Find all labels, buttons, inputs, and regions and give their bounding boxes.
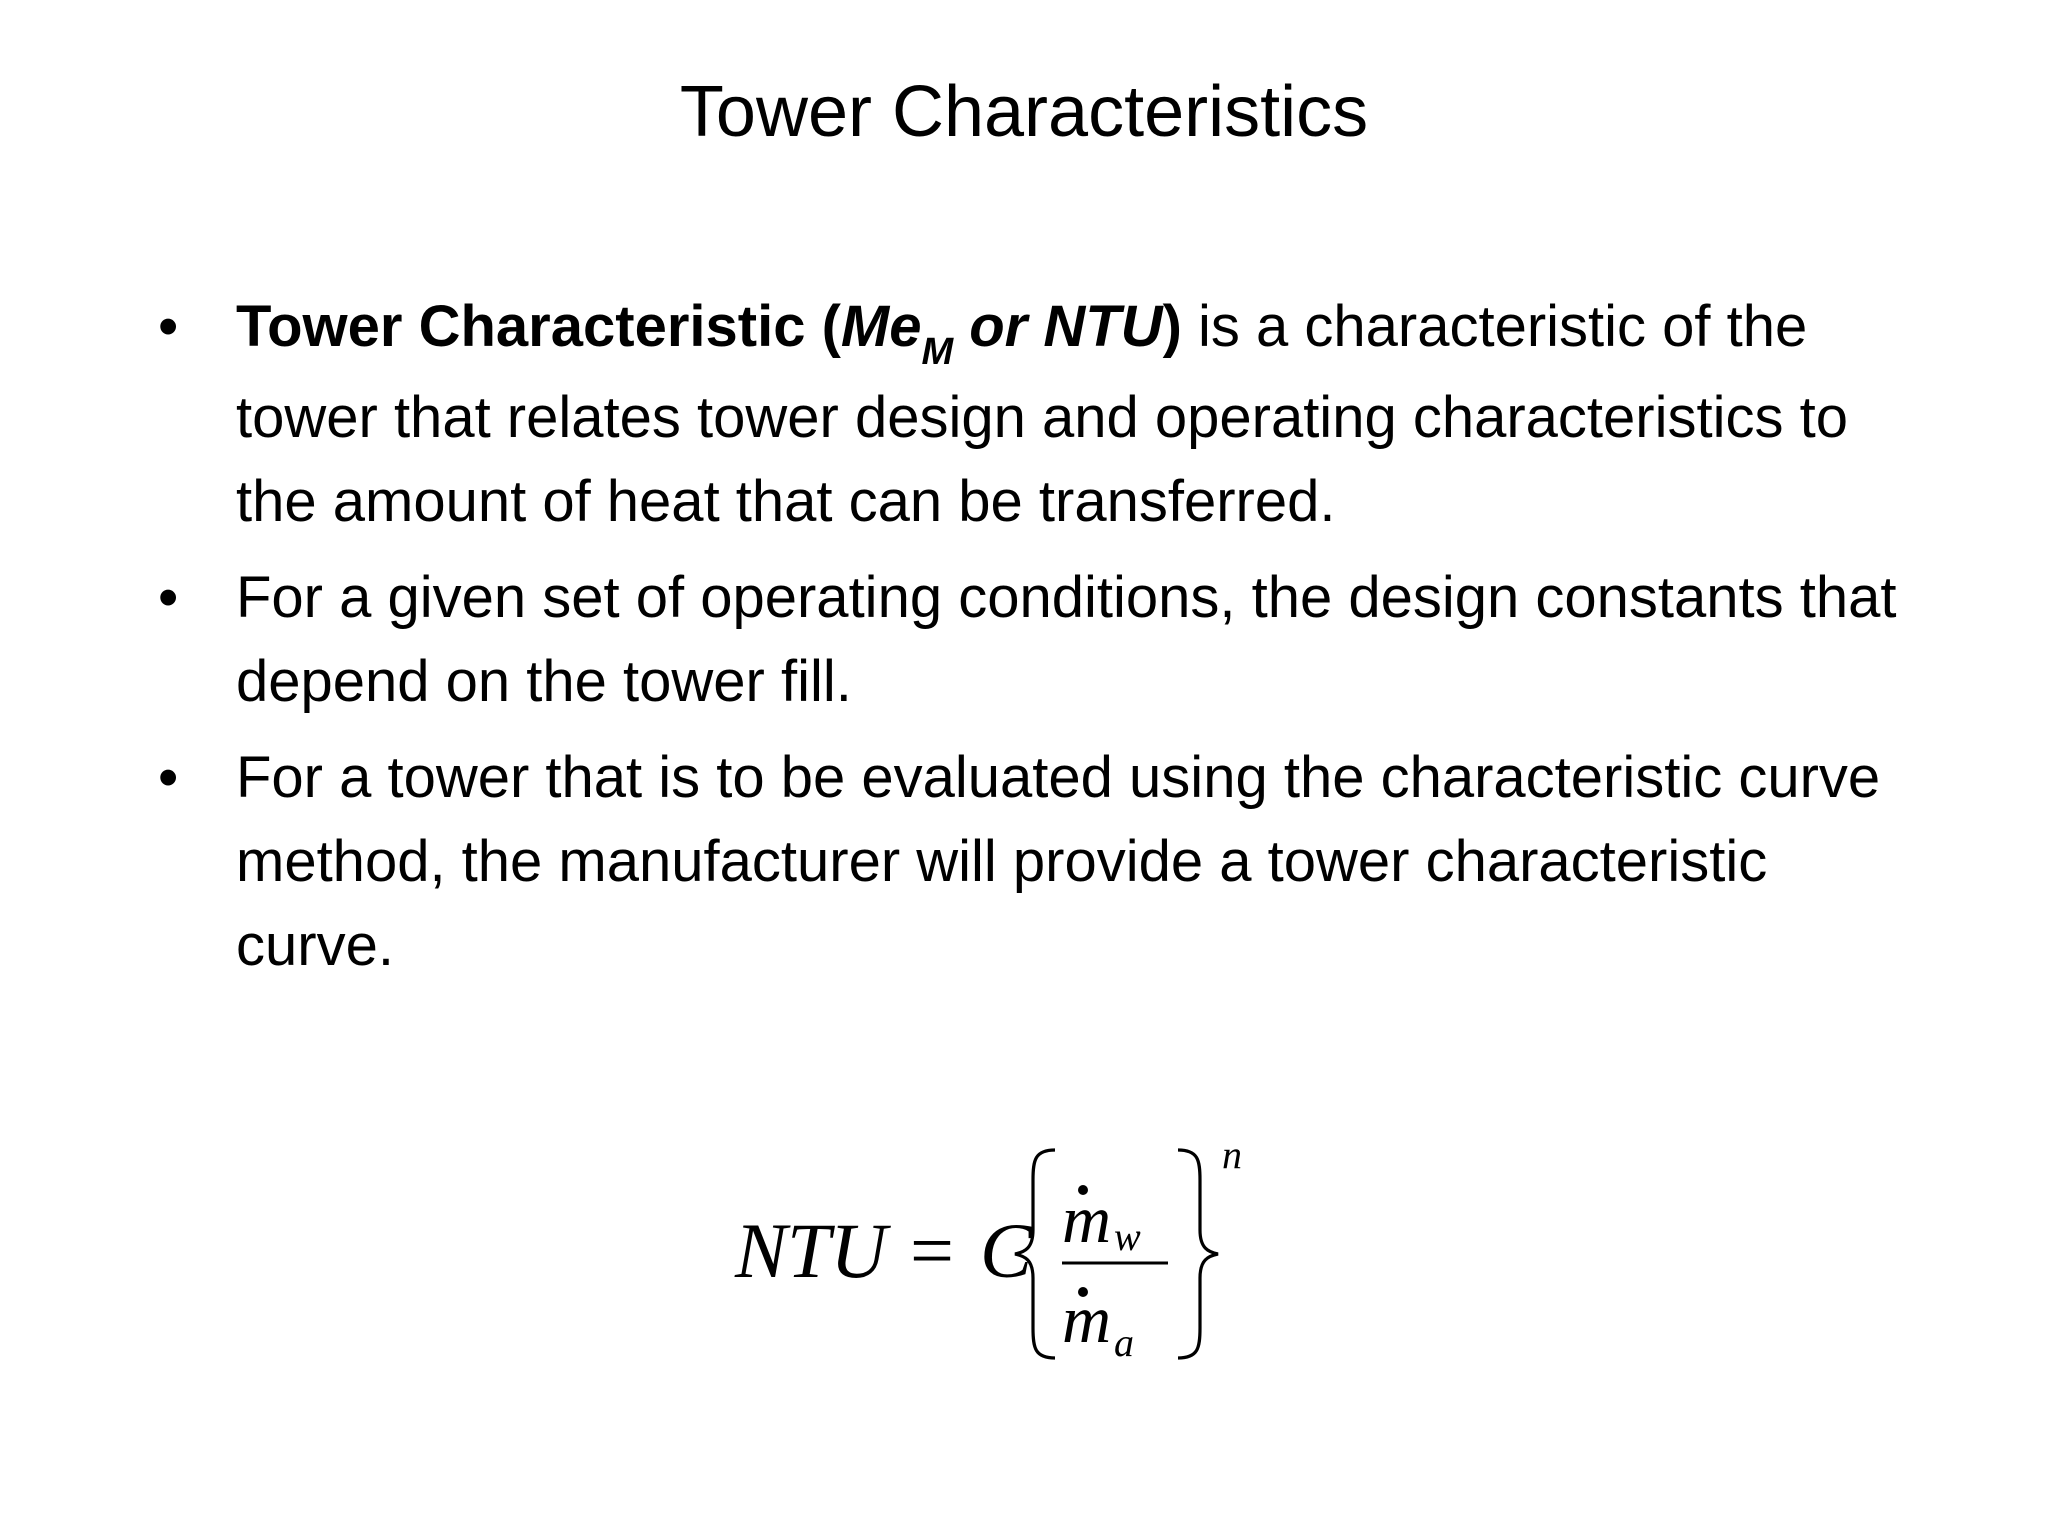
bullet-1-symbol-subscript: M xyxy=(921,331,954,373)
bullet-marker: • xyxy=(158,565,179,630)
bullet-item-1 xyxy=(0,285,2048,544)
bullet-item-3 xyxy=(0,736,2048,988)
bullet-marker: • xyxy=(158,294,179,359)
bullet-1-bold-close: ) xyxy=(1162,294,1182,359)
bullet-marker: • xyxy=(158,745,179,810)
formula-svg xyxy=(700,1120,1340,1390)
bullet-1-symbol-rest: or NTU xyxy=(953,294,1163,359)
bullet-list xyxy=(0,285,2048,1000)
formula-denominator-subscript: a xyxy=(1114,1320,1134,1365)
bullet-3-text: For a tower that is to be evaluated using the characteristic curve method, the manufacturer will provide a tower characteristic curve. xyxy=(236,745,1881,978)
bullet-1-symbol: Me xyxy=(840,294,922,359)
left-brace xyxy=(1015,1150,1055,1358)
formula-denominator-symbol: m xyxy=(1062,1281,1112,1357)
formula-equals: = xyxy=(910,1207,954,1294)
formula-numerator-symbol: m xyxy=(1062,1181,1112,1257)
bullet-2-text: For a given set of operating conditions, the design constants that depend on the tower fill. xyxy=(236,565,1897,714)
right-brace xyxy=(1178,1150,1218,1358)
formula-exponent: n xyxy=(1222,1132,1242,1177)
bullet-item-2 xyxy=(0,556,2048,724)
slide-title: Tower Characteristics xyxy=(679,72,1369,152)
bullet-1-bold-prefix: Tower Characteristic ( xyxy=(236,294,841,359)
ntu-formula xyxy=(700,1120,1340,1390)
formula-numerator-subscript: w xyxy=(1114,1214,1141,1259)
formula-lhs: NTU xyxy=(735,1207,887,1294)
bullet-1-text: is a characteristic of the tower that relates tower design and operating characteristics to the amount of heat that can be transferred. xyxy=(236,294,1848,534)
formula-coefficient: C xyxy=(980,1207,1033,1294)
